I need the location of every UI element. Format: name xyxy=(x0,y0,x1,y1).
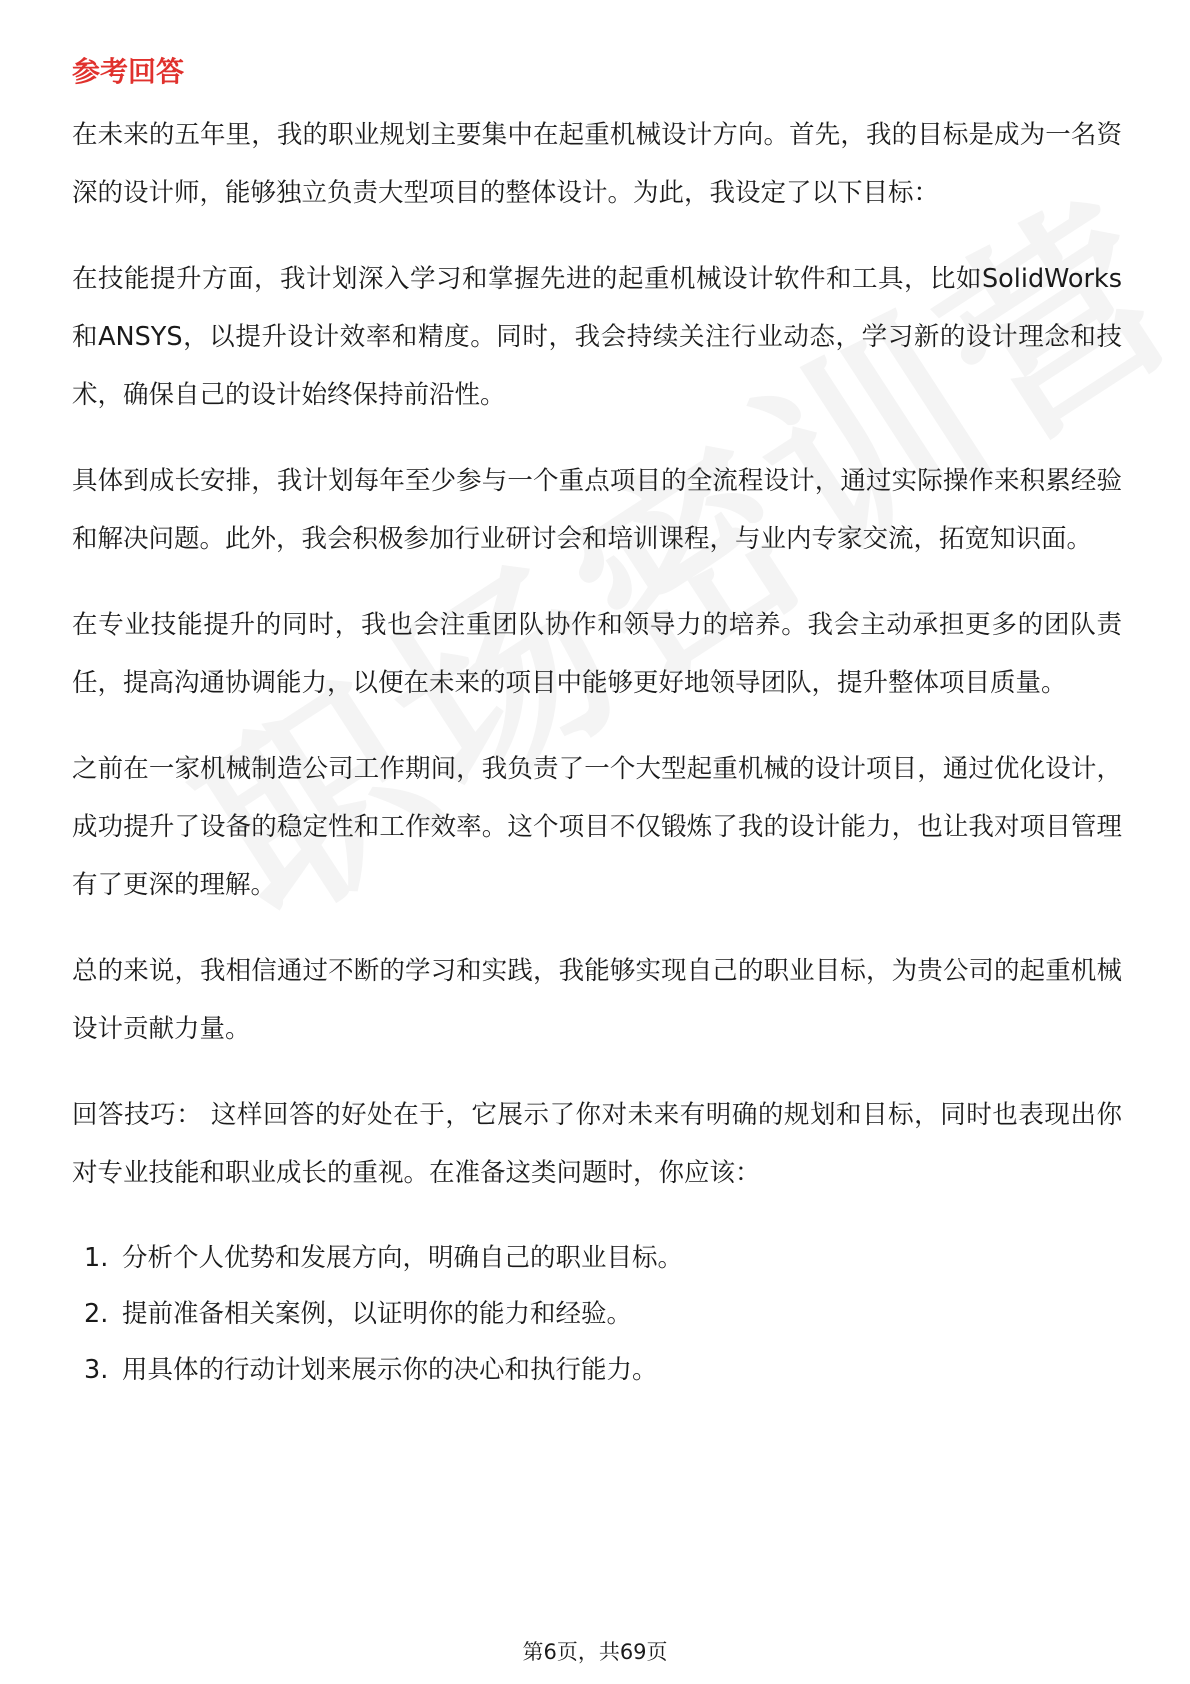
paragraph-1: 在未来的五年里，我的职业规划主要集中在起重机械设计方向。首先，我的目标是成为一名资深的设计师，能够独立负责大型项目的整体设计。为此，我设定了以下目标： xyxy=(72,120,1122,208)
section-heading: 参考回答 xyxy=(72,55,185,88)
paragraph-4: 在专业技能提升的同时，我也会注重团队协作和领导力的培养。我会主动承担更多的团队责任，提高沟通协调能力，以便在未来的项目中能够更好地领导团队，提升整体项目质量。 xyxy=(72,610,1122,698)
list-text: 分析个人优势和发展方向，明确自己的职业目标。 xyxy=(122,1243,684,1273)
paragraph-6: 总的来说，我相信通过不断的学习和实践，我能够实现自己的职业目标，为贵公司的起重机械设计贡献力量。 xyxy=(72,956,1122,1044)
paragraph-5: 之前在一家机械制造公司工作期间，我负责了一个大型起重机械的设计项目，通过优化设计，成功提升了设备的稳定性和工作效率。这个项目不仅锻炼了我的设计能力，也让我对项目管理有了更深的理解。 xyxy=(72,754,1122,900)
paragraph-2: 在技能提升方面，我计划深入学习和掌握先进的起重机械设计软件和工具，比如SolidWorks和ANSYS，以提升设计效率和精度。同时，我会持续关注行业动态，学习新的设计理念和技术，确保自己的设计始终保持前沿性。 xyxy=(72,264,1122,410)
tips-paragraph: 回答技巧： 这样回答的好处在于，它展示了你对未来有明确的规划和目标，同时也表现出你对专业技能和职业成长的重视。在准备这类问题时，你应该： xyxy=(72,1100,1122,1188)
paragraph-3: 具体到成长安排，我计划每年至少参与一个重点项目的全流程设计，通过实际操作来积累经验和解决问题。此外，我会积极参加行业研讨会和培训课程，与业内专家交流，拓宽知识面。 xyxy=(72,466,1122,554)
list-item xyxy=(72,1342,1122,1398)
page-content xyxy=(72,44,1122,1398)
list-number: 3. xyxy=(84,1355,109,1385)
list-item xyxy=(72,1286,1122,1342)
tips-list xyxy=(72,1230,1122,1398)
list-text: 提前准备相关案例，以证明你的能力和经验。 xyxy=(122,1299,633,1329)
list-item xyxy=(72,1230,1122,1286)
list-text: 用具体的行动计划来展示你的决心和执行能力。 xyxy=(122,1355,658,1385)
page-footer: 第6页，共69页 xyxy=(522,1640,668,1664)
list-number: 2. xyxy=(84,1299,109,1329)
list-number: 1. xyxy=(84,1243,109,1273)
